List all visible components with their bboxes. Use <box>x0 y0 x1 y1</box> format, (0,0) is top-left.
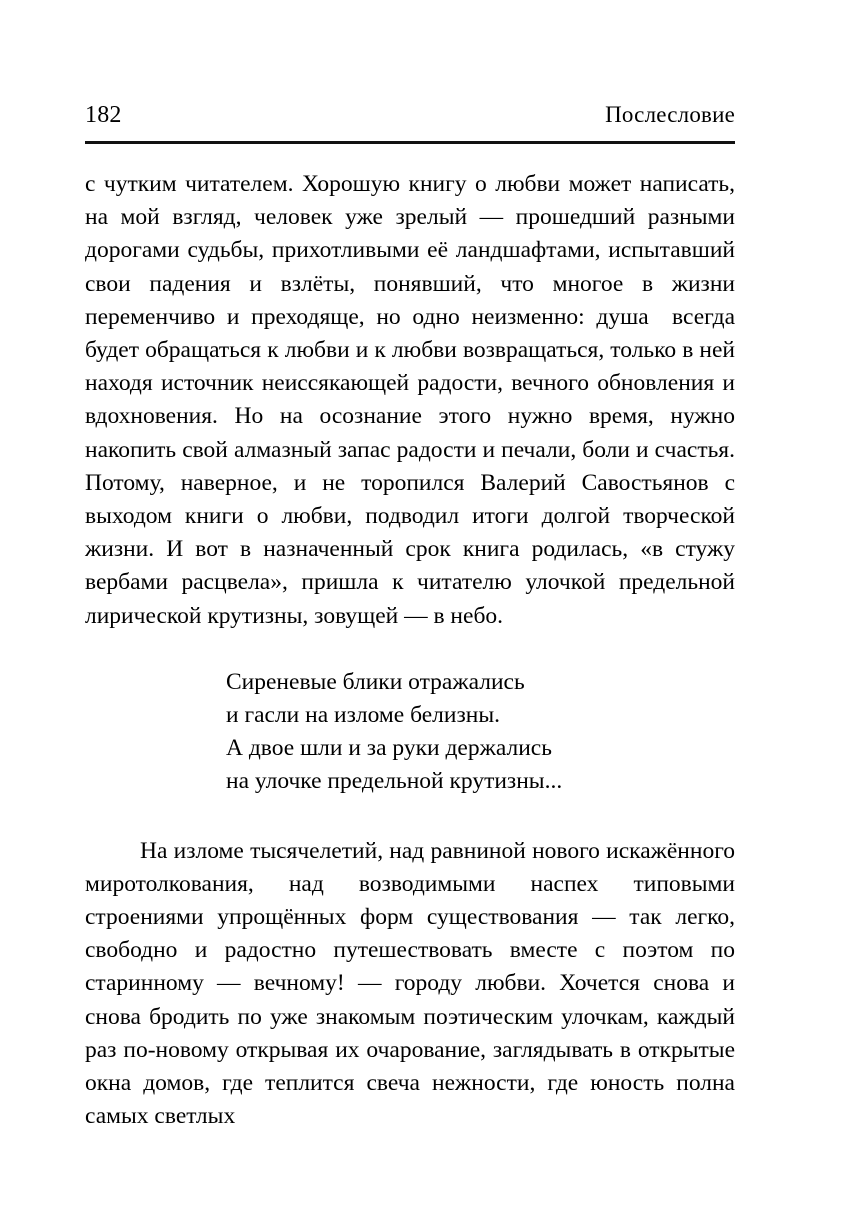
verse-line: А двое шли и за руки держались <box>226 735 552 762</box>
running-title: Послесловие <box>605 102 735 127</box>
verse-line: и гасли на изломе белизны. <box>226 702 500 729</box>
verse-line: на улочке предельной крутизны... <box>226 768 563 795</box>
header-rule <box>85 141 735 144</box>
verse-line: Сиреневые блики отражались <box>226 668 525 695</box>
body-paragraph-1: с чутким читателем. Хорошую книгу о любви может написать, на мой взгляд, человек уже зрелый — прошедший разными дорогами судьбы, прихотливыми её ландшафтами, испытавший свои падения и взлёты, понявший, что многое в жизни переменчиво и преходяще, но одно неизменно: душа всегда будет обращаться к любви и к любви возвращаться, только в ней находя источник неиссякающей радости, вечного обновления и вдохновения. Но на осознание этого нужно время, нужно накопить свой алмазный запас радости и печали, боли и счастья. Потому, наверное, и не торопился Валерий Савостьянов с выходом книги о любви, подводил итоги долгой творческой жизни. И вот в назначенный срок книга родилась, «в стужу вербами расцвела», пришла к читателю улочкой предельной лирической крутизны, зовущей — в небо. <box>85 171 741 629</box>
page-number: 182 <box>85 102 122 128</box>
verse-block <box>85 666 735 799</box>
body-paragraph-2: На изломе тысячелетий, над равниной нового искажённого миротолкования, над возводимыми наспех типовыми строениями упрощённых форм существования — так легко, свободно и радостно путешествовать вместе с поэтом по старинному — вечному! — городу любви. Хочется снова и снова бродить по уже знакомым поэтическим улочкам, каждый раз по-новому открывая их очарование, заглядывать в открытые окна домов, где теплится свеча нежности, где юность полна самых светлых <box>85 837 741 1130</box>
text-block <box>85 168 741 1133</box>
verse-spacer-top <box>85 633 735 666</box>
verse-spacer-bottom <box>85 799 735 835</box>
running-head <box>85 100 735 130</box>
